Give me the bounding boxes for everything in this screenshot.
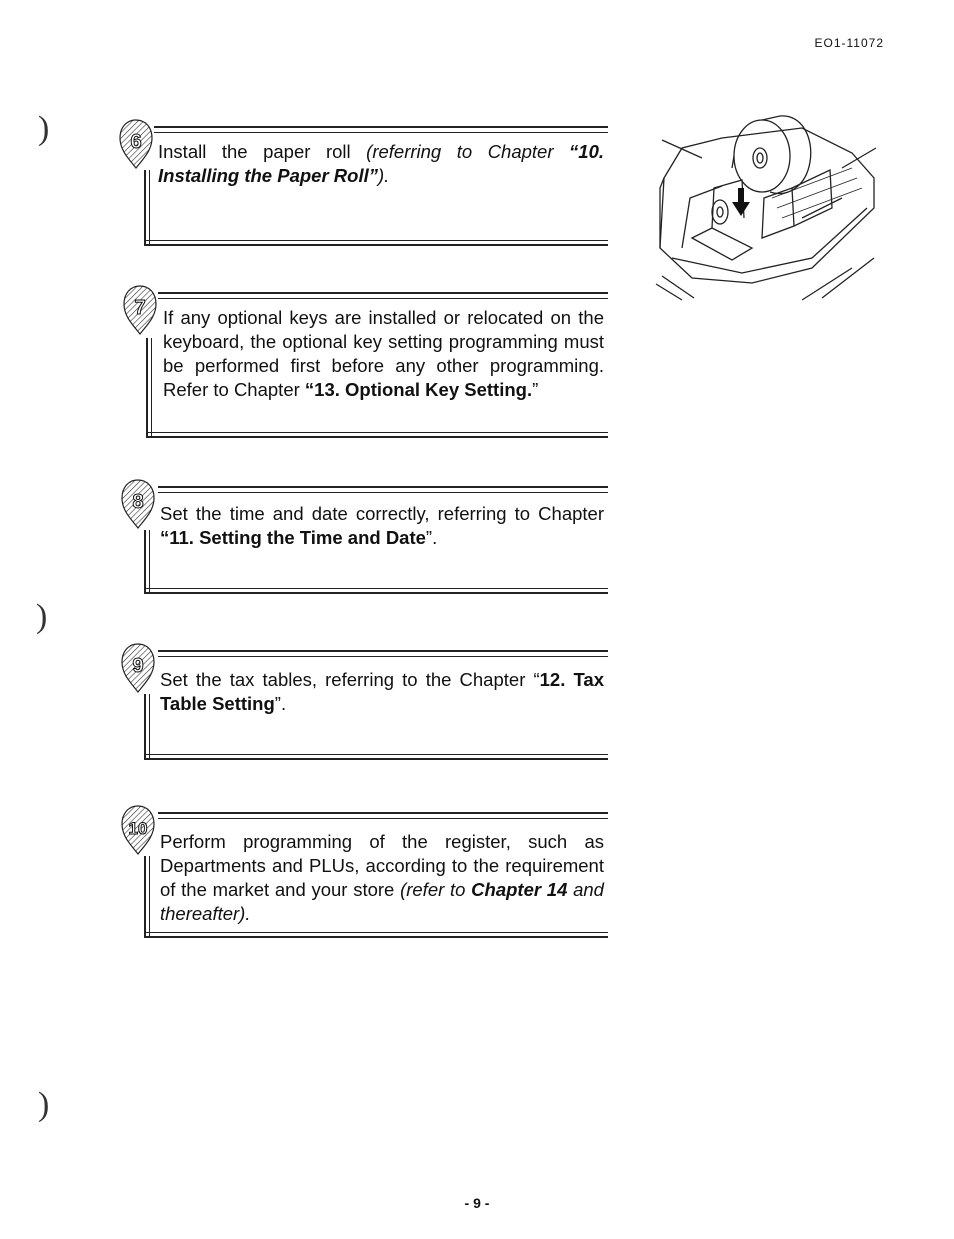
binder-hole-mark: ): [38, 110, 50, 147]
page-number: - 9 -: [464, 1195, 490, 1211]
step-number-badge-icon: [120, 642, 156, 694]
step-8-text: Set the time and date correctly, referring to Chapter “11. Setting the Time and Date”.: [160, 503, 604, 548]
step-7-text: If any optional keys are installed or relocated on the keyboard, the optional key setting programming must be performed first before any other programming. Refer to Chapter “13. Optional Key Setting.”: [163, 307, 604, 400]
step-7-box: [118, 292, 608, 438]
step-10-text: Perform programming of the register, such as Departments and PLUs, according to the requirement of the market and your store (refer to Chapter 14 and thereafter).: [160, 831, 604, 924]
step-number: 10: [128, 819, 148, 838]
step-9-text: Set the tax tables, referring to the Chapter “12. Tax Table Setting”.: [160, 669, 604, 714]
step-number: 6: [130, 131, 142, 153]
step-number-badge-icon: [120, 804, 156, 856]
step-10-box: [118, 812, 608, 938]
document-id: EO1-11072: [814, 36, 884, 50]
step-9-box: [118, 650, 608, 760]
step-number: 7: [134, 297, 146, 319]
step-6-box: [118, 126, 608, 246]
binder-hole-mark: ): [38, 1086, 50, 1123]
step-8-box: [118, 486, 608, 594]
paper-roll-illustration: [652, 108, 878, 304]
binder-hole-mark: ): [36, 598, 48, 635]
step-number: 8: [132, 491, 144, 513]
step-6-text: Install the paper roll (referring to Chapter “10. Installing the Paper Roll”).: [158, 141, 605, 186]
step-number-badge-icon: [120, 478, 156, 530]
step-number: 9: [132, 655, 144, 677]
step-number-badge-icon: [122, 284, 158, 336]
step-number-badge-icon: [118, 118, 154, 170]
